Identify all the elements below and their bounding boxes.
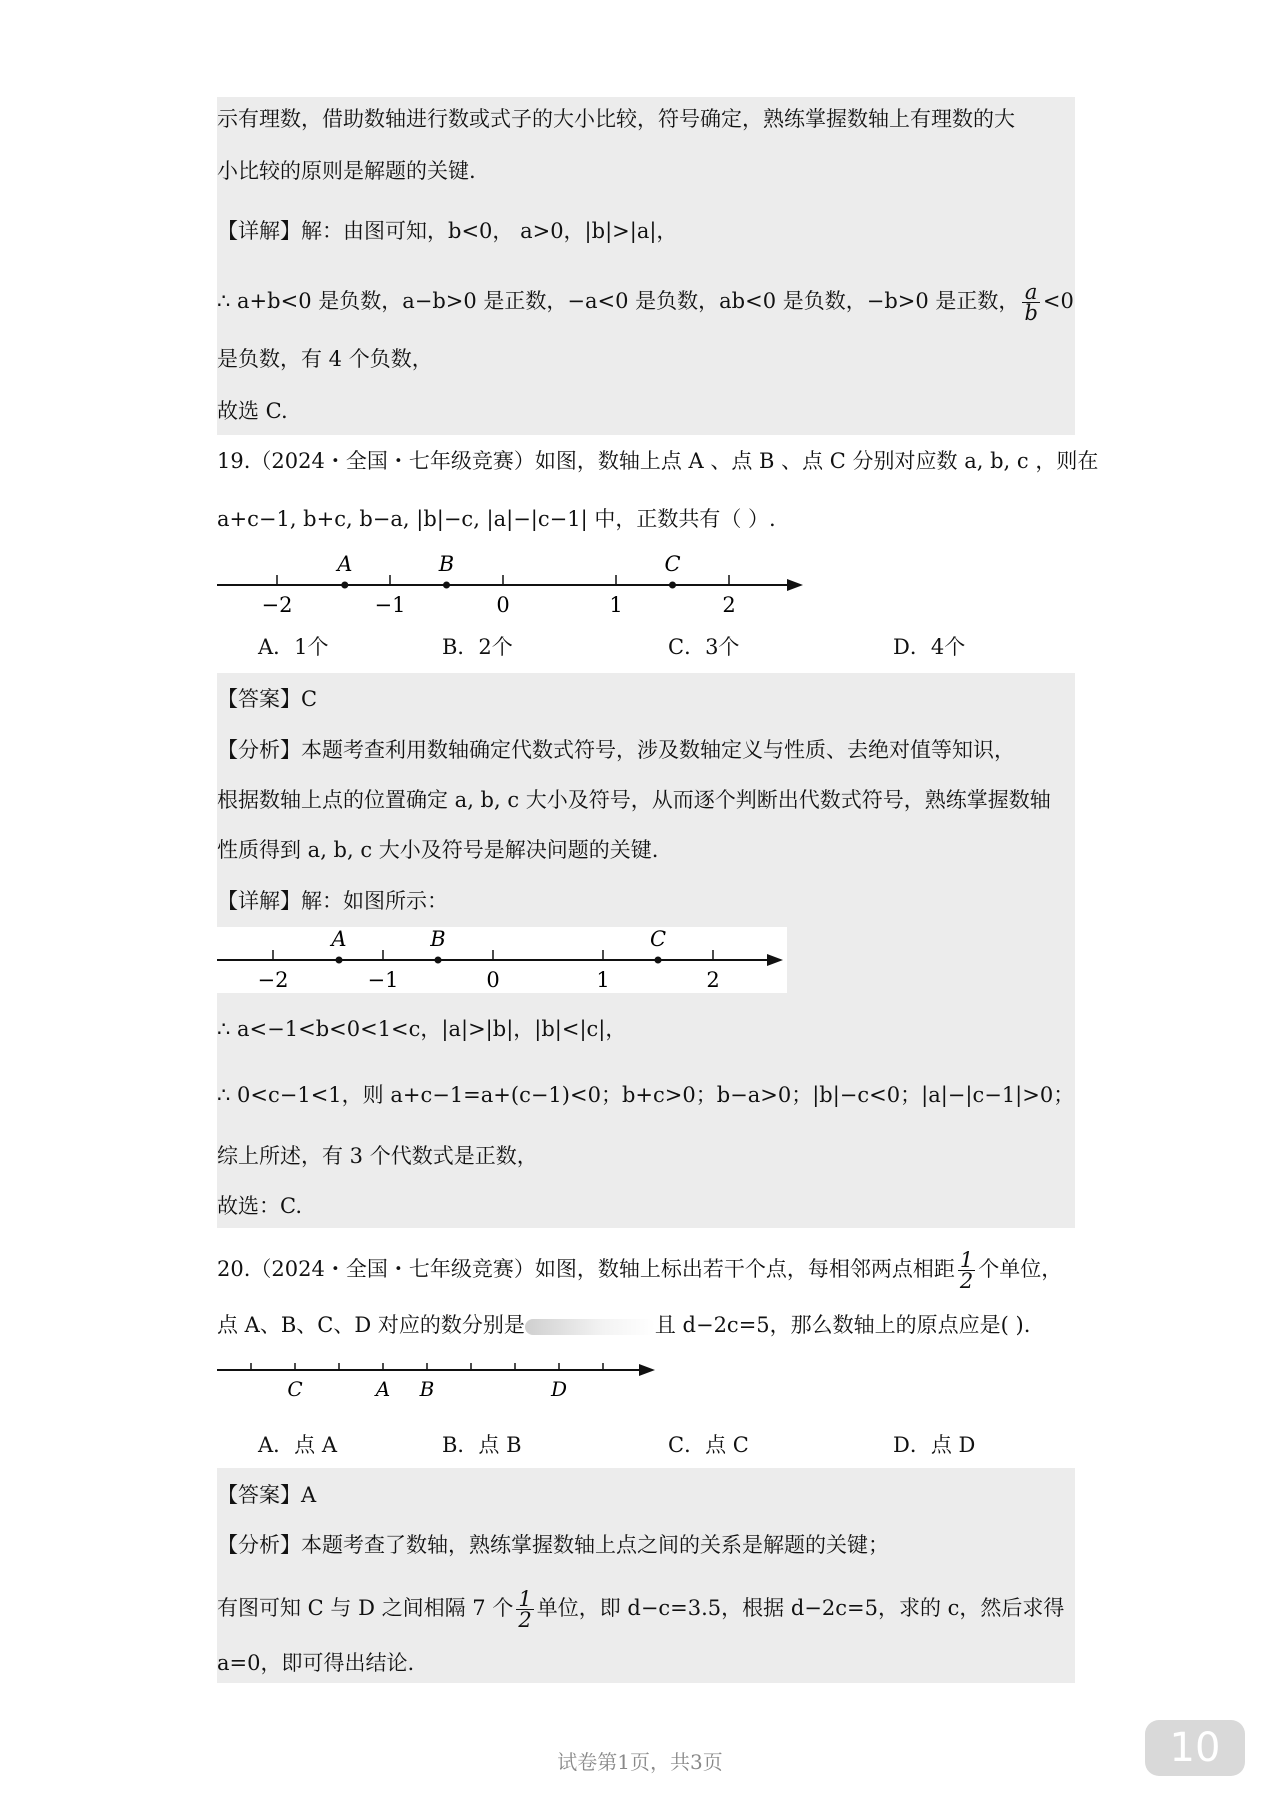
q20-stem-line-2 [217,1310,1030,1340]
q19-detail-axis-point-a [336,957,343,964]
q19-detail-line-a: ∴ a<−1<b<0<1<c，|a|>|b|，|b|<|c|， [217,1017,627,1041]
q19-axis-tick-label: −2 [261,593,293,617]
fraction-denominator: b [1024,301,1038,325]
q19-axis-point-a [341,582,348,589]
q19-axis-point-label: C [664,552,681,576]
q20-analysis-line-2-text: 有图可知 C 与 D 之间相隔 7 个 [217,1596,514,1620]
q19-detail-axis-tick-label: 0 [486,968,500,992]
q20-axis-label-b: B [419,1377,435,1401]
fraction-denominator: 2 [959,1269,974,1293]
q19-axis-tick-label: 1 [609,593,623,617]
fraction-numerator: a [1022,282,1039,303]
q19-analysis-line-3: 性质得到 a, b, c 大小及符号是解决问题的关键. [217,838,659,862]
prev-solution-line-4-text: ∴ a+b<0 是负数，a−b>0 是正数，−a<0 是负数，ab<0 是负数，−b>0 是正数， [217,289,1020,313]
q19-detail-line-b: ∴ 0<c−1<1，则 a+c−1=a+(c−1)<0；b+c>0；b−a>0；|b|−c<0；|a|−|c−1|>0； [217,1083,1075,1107]
q20-option-b[interactable]: B．点 B [442,1433,522,1457]
q19-axis-tick-label: 2 [722,593,736,617]
q19-number-line [215,550,815,620]
prev-solution-line-2: 小比较的原则是解题的关键. [217,159,476,183]
q19-option-c[interactable]: C．3个 [668,635,740,659]
q20-analysis-line-2-tail: 单位，即 d−c=3.5，根据 d−2c=5，求的 c，然后求得 [536,1596,1065,1620]
prev-solution-detail: 【详解】解：由图可知，b<0， a>0，|b|>|a|， [217,219,678,243]
fraction-denominator: 2 [518,1608,532,1632]
q20-answer: 【答案】A [217,1483,317,1507]
page-number-badge[interactable]: 10 [1145,1720,1245,1776]
q19-stem-line-1: 19.（2024・全国・七年级竞赛）如图，数轴上点 A 、点 B 、点 C 分别对应数 a, b, c ，则在 [217,449,1099,473]
solution-block-prev [217,97,1075,435]
q20-option-a[interactable]: A．点 A [258,1433,338,1457]
fraction-numerator: 1 [518,1587,532,1611]
q19-detail-axis-point-label: B [430,927,446,951]
q19-detail-line-d: 故选：C. [217,1194,302,1218]
q19-answer: 【答案】C [217,687,318,711]
q19-detail-axis-tick-label: 2 [706,968,720,992]
q20-analysis-line-3: a=0，即可得出结论. [217,1651,415,1675]
q19-axis-point-label: A [337,552,353,576]
q19-option-a[interactable]: A．1个 [258,635,329,659]
q19-axis-point-c [669,582,676,589]
q19-detail-axis-point-label: C [649,927,667,951]
fraction-tail: <0 [1042,289,1074,313]
q19-detail-axis-tick-label: −2 [257,968,289,992]
q19-detail-number-line [215,925,795,995]
q19-stem-line-2: a+c−1, b+c, b−a, |b|−c, |a|−|c−1| 中，正数共有（ ）. [217,507,776,531]
q19-analysis-line-2: 根据数轴上点的位置确定 a, b, c 大小及符号，从而逐个判断出代数式符号，熟练掌握数轴 [217,788,1051,812]
q20-stem-line-2-text: 点 A、B、C、D 对应的数分别是 [217,1313,525,1337]
q19-detail-axis-point-label: A [331,927,347,951]
q20-analysis-line-1: 【分析】本题考查了数轴，熟练掌握数轴上点之间的关系是解题的关键； [217,1533,889,1557]
redacted-region [525,1319,655,1335]
q20-number-line [215,1350,675,1410]
q19-detail-axis-tick-label: −1 [367,968,399,992]
prev-solution-line-1: 示有理数，借助数轴进行数或式子的大小比较，符号确定，熟练掌握数轴上有理数的大 [217,107,1015,131]
q19-axis-tick-label: 0 [496,593,510,617]
prev-solution-choice: 故选 C. [217,399,288,423]
q19-option-b[interactable]: B．2个 [442,635,513,659]
prev-solution-line-5: 是负数，有 4 个负数， [217,347,433,371]
q20-stem-line-1-tail: 个单位， [978,1257,1063,1281]
q19-analysis-line-1: 【分析】本题考查利用数轴确定代数式符号，涉及数轴定义与性质、去绝对值等知识， [217,738,1015,762]
q20-option-c[interactable]: C．点 C [668,1433,749,1457]
q20-axis-label-d: D [550,1377,568,1401]
fraction-numerator: 1 [959,1248,974,1272]
q19-axis-tick-label: −1 [374,593,406,617]
q19-detail-heading: 【详解】解：如图所示： [217,889,448,913]
q20-stem-line-2-tail: 且 d−2c=5，那么数轴上的原点应是( ). [654,1313,1031,1337]
q19-detail-axis-point-c [655,957,662,964]
q20-stem-line-1-text: 20.（2024・全国・七年级竞赛）如图，数轴上标出若干个点，每相邻两点相距 [217,1257,955,1281]
fraction-one-half [516,1589,533,1630]
q20-axis-label-c: C [287,1377,303,1401]
q20-analysis-line-2 [217,1589,1064,1630]
q19-detail-axis-point-b [435,957,442,964]
q20-stem-line-1 [217,1250,1062,1291]
fraction-one-half [958,1250,975,1291]
page-footer: 试卷第1页，共3页 [557,1750,723,1774]
prev-solution-line-4 [217,282,1074,323]
q19-detail-axis-tick-label: 1 [596,968,610,992]
q20-axis-label-a: A [375,1377,391,1401]
q19-axis-point-label: B [438,552,455,576]
q20-option-d[interactable]: D．点 D [893,1433,976,1457]
q19-axis-point-b [443,582,450,589]
q19-detail-line-c: 综上所述，有 3 个代数式是正数， [217,1144,538,1168]
fraction-a-over-b [1022,282,1039,323]
q19-option-d[interactable]: D．4个 [893,635,966,659]
